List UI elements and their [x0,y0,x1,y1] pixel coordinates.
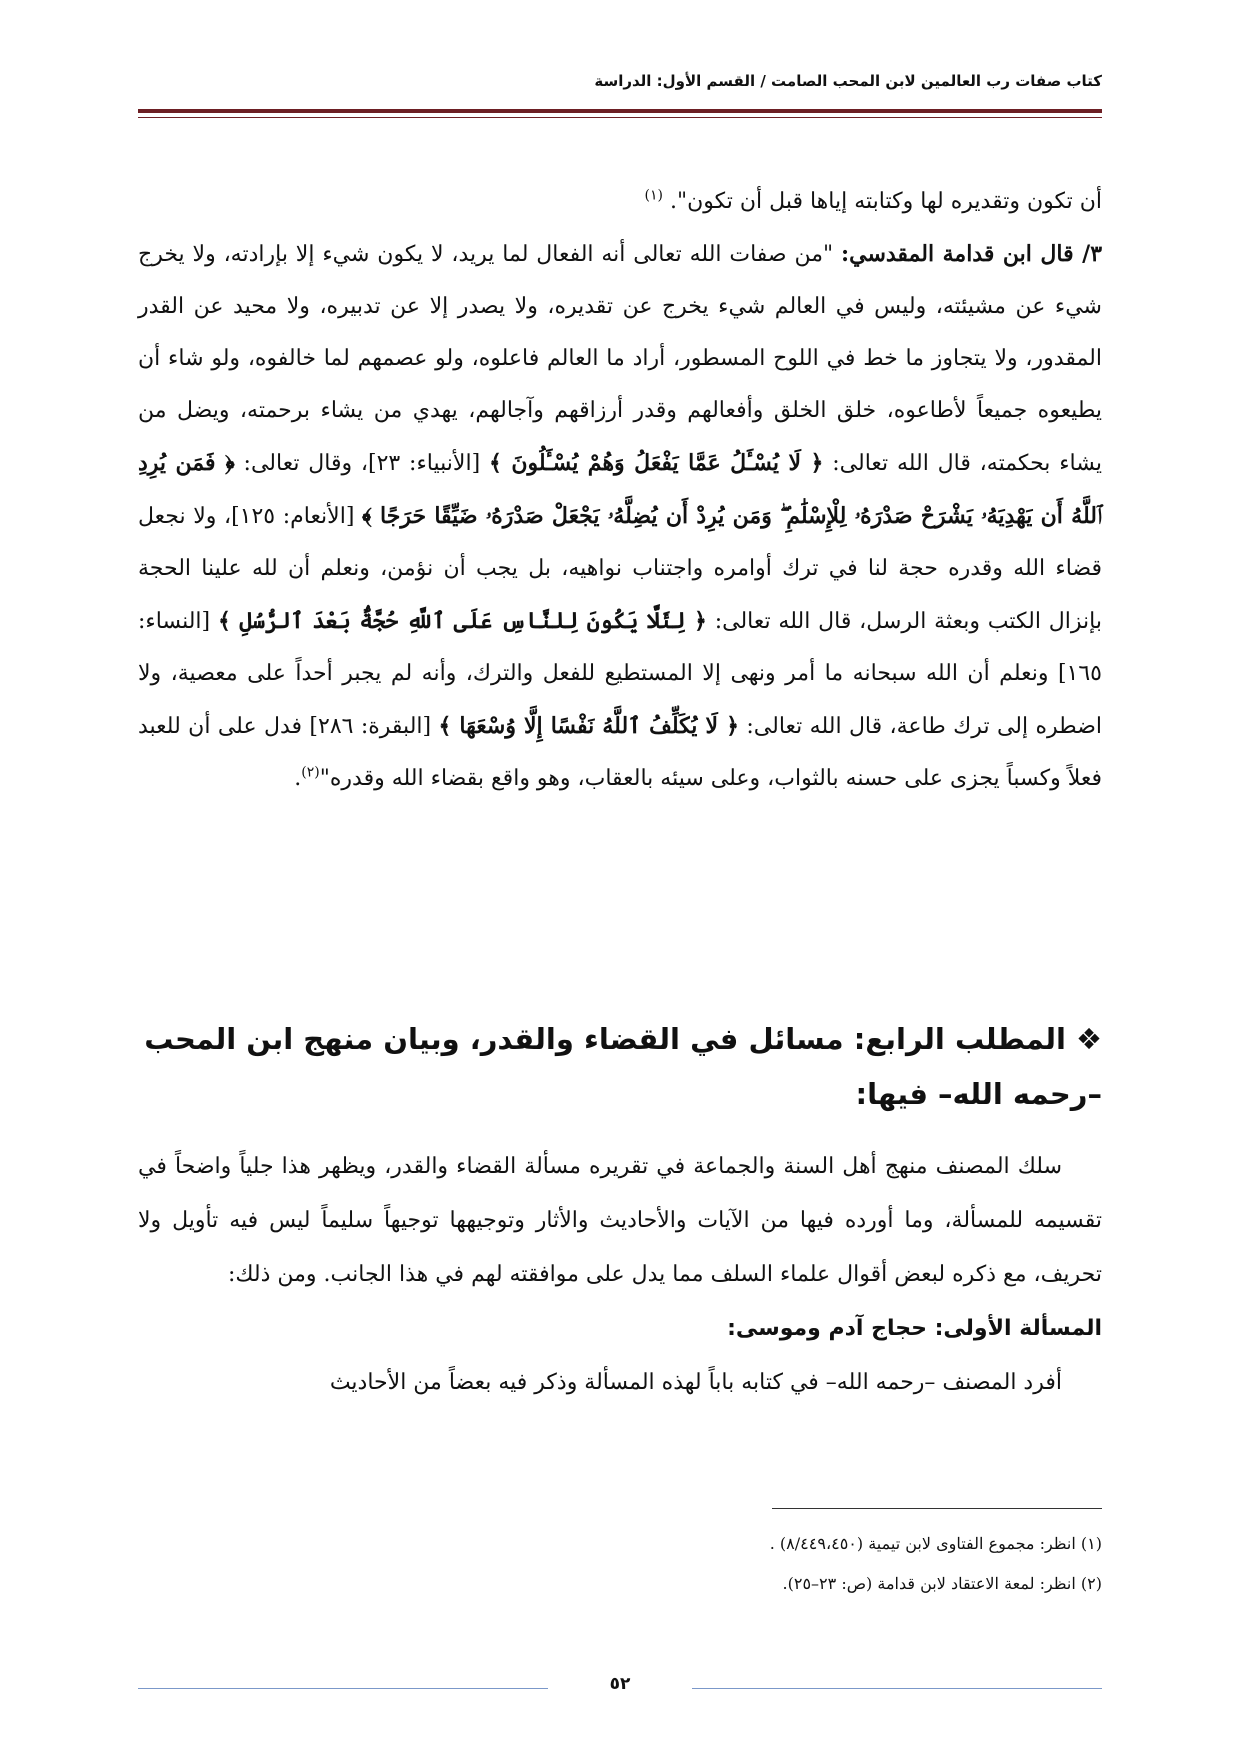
footnote-2: (٢) انظر: لمعة الاعتقاد لابن قدامة (ص: ٢٣–٢٥). [782,1574,1102,1593]
paragraph-2-text-4: [النساء: ١٦٥] ونعلم أن الله سبحانه ما أمر ونهى إلا المستطيع للفعل والترك، وأنه لم يجبر أحداً على معصية، ولا اضطره إلى ترك طاعة، قال الله تعالى: [138,609,1103,739]
section-title: المطلب الرابع: مسائل في القضاء والقدر، وبيان منهج ابن المحب –رحمه الله– فيها: [144,1022,1102,1111]
paragraph-2-text-5: [البقرة: ٢٨٦] فدل على أن للعبد فعلاً وكسباً يجزى على حسنه بالثواب، وعلى سيئه بالعقاب، وهو واقع بقضاء الله وقدره" [138,714,1102,791]
quote-attribution: ٣/ قال ابن قدامة المقدسي: [840,241,1103,267]
footnote-ref-1: (١) [644,187,663,204]
paragraph-4: أفرد المصنف –رحمه الله– في كتابه باباً لهذه المسألة وذكر فيه بعضاً من الأحاديث [329,1370,1062,1395]
footnotes [138,1524,1102,1604]
paragraph-2 [138,228,1102,805]
header-rule-thick [138,109,1102,113]
section-body [138,1140,1102,1410]
diamond-bullet-icon: ❖ [1076,1022,1102,1056]
paragraph-2-text-1: "من صفات الله تعالى أنه الفعال لما يريد، لا يكون شيء إلا بإرادته، ولا يخرج شيء عن مشيئته، وليس في العالم شيء يخرج عن تقديره، ولا يصدر إلا عن تدبيره، ولا محيد عن القدر المقدور، ولا يتجاوز ما خط في اللوح المسطور، أراد ما العالم فاعلوه، ولو عصمهم لما خالفوه، ولو شاء أن يطيعوه جميعاً لأطاعوه، خلق الخلق وأفعالهم وقدر أرزاقهم وآجالهم، يهدي من يشاء برحمته، ويضل من يشاء بحكمته، قال الله تعالى: [138,242,1103,476]
issue-title: المسألة الأولى: حجاج آدم وموسى: [727,1316,1102,1341]
quran-verse-1: ﴿ لَا يُسْـَٔلُ عَمَّا يَفْعَلُ وَهُمْ يُسْـَٔلُونَ ﴾ [488,450,824,476]
paragraph-2-text-2: [الأنبياء: ٢٣]، وقال تعالى: [234,451,489,476]
running-header: كتاب صفات رب العالمين لابن المحب الصامت / القسم الأول: الدراسة [594,72,1102,90]
paragraph-1-text: أن تكون وتقديره لها وكتابته إياها قبل أن تكون". [670,189,1102,214]
footnote-1: (١) انظر: مجموع الفتاوى لابن تيمية (٨/٤٤٩،٤٥٠) . [769,1534,1102,1553]
footer-line-left [138,1688,548,1689]
paragraph-2-text-3: [الأنعام: ١٢٥]، ولا نجعل قضاء الله وقدره حجة لنا في ترك أوامره واجتناب نواهيه، بل يجب أن نؤمن، ونعلم أن لله علينا الحجة بإنزال الكتب وبعثة الرسل، قال الله تعالى: [138,504,1102,634]
footnote-ref-2: (٢) [301,764,320,781]
paragraph-3: سلك المصنف منهج أهل السنة والجماعة في تقريره مسألة القضاء والقدر، ويظهر هذا جلياً واضحاً في تقسيمه للمسألة، وما أورده فيها من الآيات والأحاديث والأثار وتوجيهها توجيهاً سليماً ليس فيه تأويل ولا تحريف، مع ذكره لبعض أقوال علماء السلف مما يدل على موافقته لهم في هذا الجانب. ومن ذلك: [138,1154,1102,1287]
paragraph-1 [138,176,1102,228]
quran-verse-4: ﴿ لَا يُكَلِّفُ ٱللَّهُ نَفْسًا إِلَّا وُسْعَهَا ﴾ [438,713,739,739]
footnote-separator [772,1508,1102,1509]
main-text [138,176,1102,805]
paragraph-2-end: . [294,766,302,791]
page-number: ٥٢ [609,1674,631,1694]
header-rule-thin [138,117,1102,118]
quran-verse-2: ﴿ فَمَن يُرِدِ ٱللَّهُ أَن يَهْدِيَهُۥ يَشْرَحْ صَدْرَهُۥ لِلْإِسْلَٰمِ ۖ وَمَن يُرِدْ أَن يُضِلَّهُۥ يَجْعَلْ صَدْرَهُۥ ضَيِّقًا حَرَجًا ﴾ [138,450,1102,529]
quran-verse-3: ﴿ لِئَلَّا يَكُونَ لِلنَّاسِ عَلَى ٱللَّهِ حُجَّةٌۢ بَعْدَ ٱلرُّسُلِ ﴾ [217,608,707,634]
section-heading [138,1012,1102,1122]
